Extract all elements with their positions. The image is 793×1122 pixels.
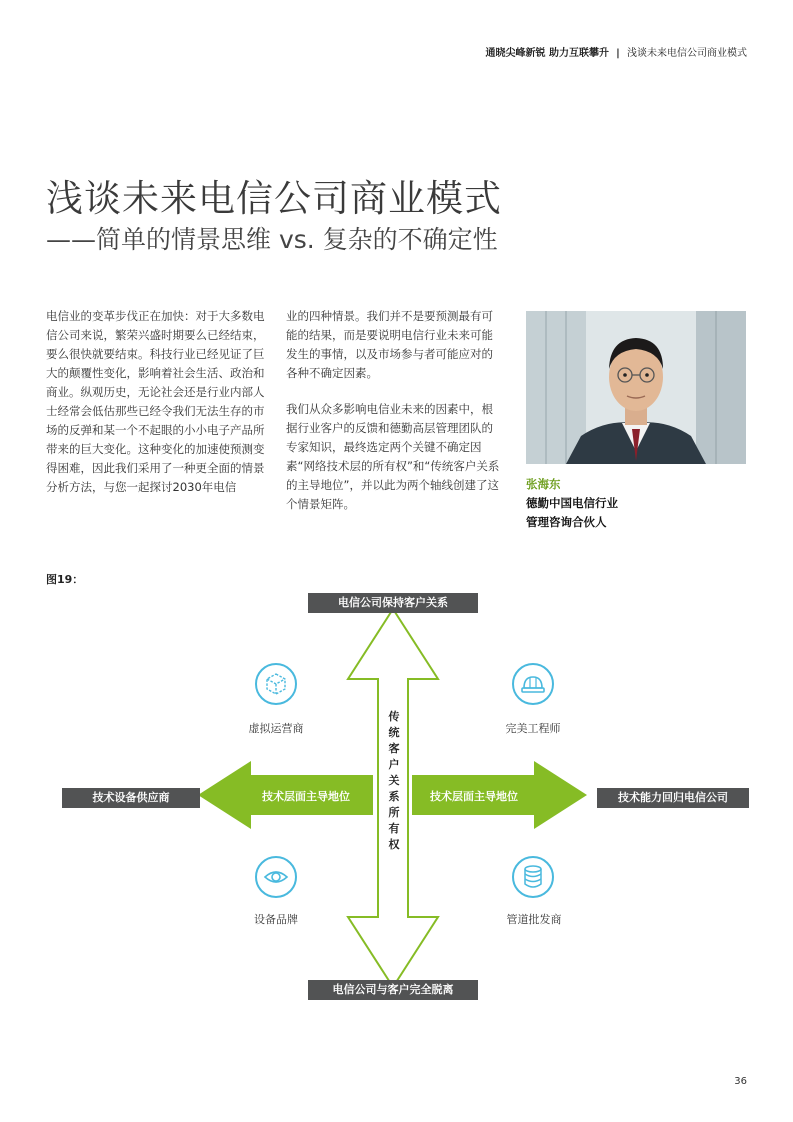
body-paragraph: 我们从众多影响电信业未来的因素中，根据行业客户的反馈和德勤高层管理团队的专家知识，最终选定两个关键不确定因素“网络技术层的所有权”和“传统客户关系的主导地位”，并以此为两个轴线创建了这个情景矩阵。 xyxy=(286,402,500,511)
bottom-axis-box: 电信公司与客户完全脱离 xyxy=(308,980,478,1000)
scenario-matrix-diagram xyxy=(46,585,746,1005)
quadrant-bottom-left-label: 设备品牌 xyxy=(254,913,298,926)
left-axis-box: 技术设备供应商 xyxy=(62,788,200,808)
running-header xyxy=(485,44,747,59)
vertical-axis-label: 传统客户关系所有权 xyxy=(388,710,400,851)
article-subtitle: ——简单的情景思维 vs. 复杂的不确定性 xyxy=(46,225,498,254)
body-column-2 xyxy=(286,307,502,531)
header-publication: 通晓尖峰新锐 助力互联攀升 xyxy=(485,48,609,59)
page-number: 36 xyxy=(734,1076,747,1087)
quadrant-top-left-label: 虚拟运营商 xyxy=(248,722,304,735)
header-section: 浅谈未来电信公司商业模式 xyxy=(627,48,747,59)
author-portrait-illustration xyxy=(526,311,746,464)
body-column-1 xyxy=(46,307,266,514)
cube-icon xyxy=(255,663,297,705)
left-arrow-label: 技术层面主导地位 xyxy=(262,790,350,803)
author-photo xyxy=(526,311,746,464)
right-axis-box: 技术能力回归电信公司 xyxy=(597,788,749,808)
top-axis-box: 电信公司保持客户关系 xyxy=(308,593,478,613)
author-name: 张海东 xyxy=(526,477,561,491)
right-arrow-label: 技术层面主导地位 xyxy=(430,790,518,803)
author-title-line-1: 德勤中国电信行业 xyxy=(526,496,618,510)
author-info xyxy=(526,475,618,532)
hard-hat-icon xyxy=(512,663,554,705)
quadrant-bottom-right-label: 管道批发商 xyxy=(506,913,562,926)
header-separator: | xyxy=(616,48,620,59)
quadrant-top-right-label: 完美工程师 xyxy=(505,722,561,735)
figure-label: 图19： xyxy=(46,573,84,586)
database-icon xyxy=(512,856,554,898)
body-paragraph: 电信业的变革步伐正在加快：对于大多数电信公司来说，繁荣兴盛时期要么已经结束，要么很快就要结束。科技行业已经见证了巨大的颠覆性变化，影响着社会生活、政治和商业。纵观历史，无论社会还是行业内部人士经常会低估那些已经令我们无法生存的市场的反弹和某一个不起眼的小小电子产品所带来的巨大变化。这种变化的加速使预测变得困难，因此我们采用了一种更全面的情景分析方法，与您一起探讨2030年电信 xyxy=(46,309,265,494)
article-title: 浅谈未来电信公司商业模式 xyxy=(46,177,502,220)
eye-icon xyxy=(255,856,297,898)
body-paragraph: 业的四种情景。我们并不是要预测最有可能的结果，而是要说明电信行业未来可能发生的事情，以及市场参与者可能应对的各种不确定因素。 xyxy=(286,309,493,380)
author-title-line-2: 管理咨询合伙人 xyxy=(526,515,607,529)
